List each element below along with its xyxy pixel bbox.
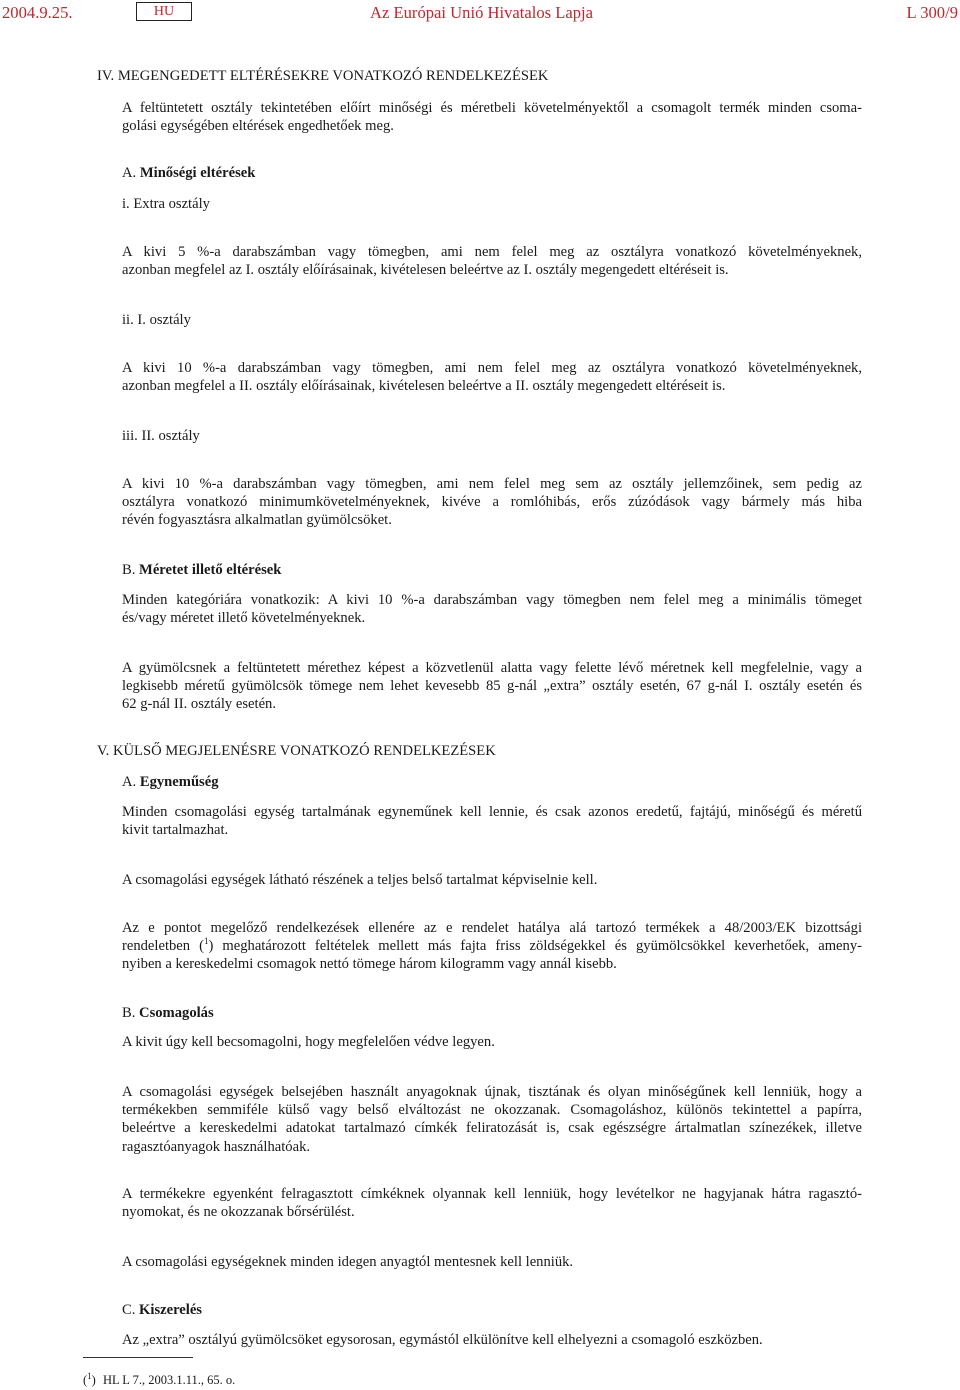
text-line: A termékekre egyenként felragasztott címkéknek olyannak kell lenniük, hogy levételkor ne hagyjanak hátra ragasztó- — [122, 1186, 862, 1202]
packaging-materials-text — [122, 1083, 862, 1156]
text-line: A kivi 10 %-a darabszámban vagy tömegben, ami nem felel meg sem az osztály jellemzőinek, sem pedig az — [122, 476, 862, 492]
text-line: legkisebb méretű gyümölcsök tömege nem lehet kevesebb 85 g-nál „extra” osztály esetén, 67 g-nál I. osztály esetén és — [122, 678, 862, 695]
size-uniformity-text — [122, 659, 862, 714]
subsection-title: Csomagolás — [139, 1005, 214, 1021]
text-line: azonban megfelel a II. osztály előírásainak, kivételesen beleértve a II. osztály megengedett eltéréseit is. — [122, 378, 726, 395]
class-two-heading: iii. II. osztály — [122, 428, 200, 444]
class-one-heading: ii. I. osztály — [122, 312, 191, 328]
text-line: nyomokat, és ne okozzanak bőrsérülést. — [122, 1204, 355, 1221]
section-v-heading: V. KÜLSŐ MEGJELENÉSRE VONATKOZÓ RENDELKEZÉSEK — [97, 743, 496, 759]
mixture-text — [122, 919, 862, 974]
page-number: L 300/9 — [906, 3, 958, 22]
text-line: kivit tartalmazhat. — [122, 822, 229, 839]
foreign-matter-text: A csomagolási egységeknek minden idegen anyagtól mentesnek kell lenniük. — [122, 1254, 574, 1270]
text-line: A kivi 5 %-a darabszámban vagy tömegben, ami nem felel meg az osztályra vonatkozó követelményeknek, — [122, 244, 862, 260]
footnote-divider — [83, 1357, 193, 1358]
text-line: Minden csomagolási egység tartalmának egyneműnek kell lennie, és csak azonos eredetű, fajtájú, minőségű és méretű — [122, 804, 862, 820]
labels-text — [122, 1185, 862, 1221]
text-fragment: ) meghatározott feltételek mellett más fajta friss zöldségekkel és gyümölcsökkel keverhetőek, ameny- — [208, 938, 862, 955]
subsection-prefix: C. — [122, 1302, 136, 1318]
footnote-mark-open: ( — [83, 1373, 88, 1387]
subsection-prefix: B. — [122, 562, 136, 578]
text-line: A feltüntetett osztály tekintetében előírt minőségi és méretbeli követelményektől a csomagolt termék minden csoma- — [122, 100, 862, 116]
subsection-prefix: B. — [122, 1005, 136, 1021]
page-header — [0, 3, 960, 23]
subsection-title: Méretet illető eltérések — [139, 562, 282, 578]
text-line: és/vagy méretet illető követelményeknek. — [122, 610, 366, 627]
text-line: 62 g-nál II. osztály esetén. — [122, 696, 276, 713]
text-line: révén fogyasztásra alkalmatlan gyümölcsöket. — [122, 512, 392, 529]
language-badge: HU — [136, 2, 192, 21]
class-two-text — [122, 475, 862, 530]
size-tolerance-text — [122, 591, 862, 627]
presentation-text: Az „extra” osztályú gyümölcsöket egysorosan, egymástól elkülönítve kell elhelyezni a csomagoló eszközben. — [122, 1332, 763, 1348]
class-one-text — [122, 359, 862, 395]
footnote-text: HL L 7., 2003.1.11., 65. o. — [102, 1373, 236, 1387]
class-extra-text — [122, 243, 862, 279]
packaging-protection-text: A kivit úgy kell becsomagolni, hogy megfelelően védve legyen. — [122, 1034, 495, 1050]
subsection-title: Egyneműség — [139, 774, 219, 790]
text-fragment: rendeletben ( — [122, 938, 204, 955]
text-line — [122, 937, 862, 955]
subsection-prefix: A. — [122, 165, 137, 181]
journal-title: Az Európai Unió Hivatalos Lapja — [370, 3, 594, 22]
subsection-prefix: A. — [122, 774, 137, 790]
text-line: Minden kategóriára vonatkozik: A kivi 10 %-a darabszámban vagy tömegben nem felel meg a minimális tömeget — [122, 592, 862, 608]
class-extra-heading: i. Extra osztály — [122, 196, 210, 212]
uniformity-heading — [122, 773, 219, 791]
text-line: golási egységében eltérések engedhetőek meg. — [122, 118, 394, 135]
subsection-b-heading — [122, 561, 281, 579]
text-line: A kivi 10 %-a darabszámban vagy tömegben, ami nem felel meg az osztályra vonatkozó követelményeknek, — [122, 360, 862, 376]
section-iv-heading: IV. MEGENGEDETT ELTÉRÉSEKRE VONATKOZÓ RENDELKEZÉSEK — [97, 68, 549, 84]
text-line: termékekben semmiféle külső vagy belső elváltozást ne okozzanak. Csomagoláshoz, különös tekintettel a papírra, — [122, 1102, 862, 1119]
text-line: ragasztóanyagok használhatóak. — [122, 1138, 311, 1155]
presentation-heading — [122, 1301, 202, 1319]
section-iv-intro — [122, 99, 862, 135]
text-line: A csomagolási egységek belsejében használt anyagoknak újnak, tisztának és olyan minőségűnek kell lenniük, hogy a — [122, 1084, 862, 1100]
text-line: azonban megfelel az I. osztály előírásainak, kivételesen beleértve az I. osztály megengedett eltéréseit is. — [122, 262, 729, 279]
publication-date: 2004.9.25. — [2, 3, 73, 22]
subsection-title: Minőségi eltérések — [139, 165, 256, 181]
text-line: osztályra vonatkozó minimumkövetelményeknek, kivéve a romlóhibás, erős zúzódások vagy bármely más hiba — [122, 494, 862, 511]
subsection-title: Kiszerelés — [139, 1302, 202, 1318]
text-line: A gyümölcsnek a feltüntetett mérethez képest a közvetlenül alatta vagy felette lévő méretnek kell megfelelnie, vagy a — [122, 660, 862, 676]
footnote-reference[interactable]: 1 — [203, 936, 209, 947]
subsection-a-heading — [122, 164, 255, 182]
uniformity-text — [122, 803, 862, 839]
footnote-mark: 1 — [87, 1370, 92, 1381]
text-line: beleértve a kereskedelmi adatokat tartalmazó címkék feliratozását is, csak egészségre ártalmatlan színezékek, illetve — [122, 1120, 862, 1137]
visible-part-text: A csomagolási egységek látható részének a teljes belső tartalmat képviselnie kell. — [122, 872, 598, 888]
text-line: nyiben a kereskedelmi csomagok nettó tömege három kilogramm vagy annál kisebb. — [122, 956, 617, 973]
packaging-heading — [122, 1004, 214, 1022]
footnote — [83, 1372, 235, 1388]
footnote-mark-close: ) — [91, 1373, 96, 1387]
text-line: Az e pontot megelőző rendelkezések ellenére az e rendelet hatálya alá tartozó termékek a 48/2003/EK bizottsági — [122, 920, 862, 936]
